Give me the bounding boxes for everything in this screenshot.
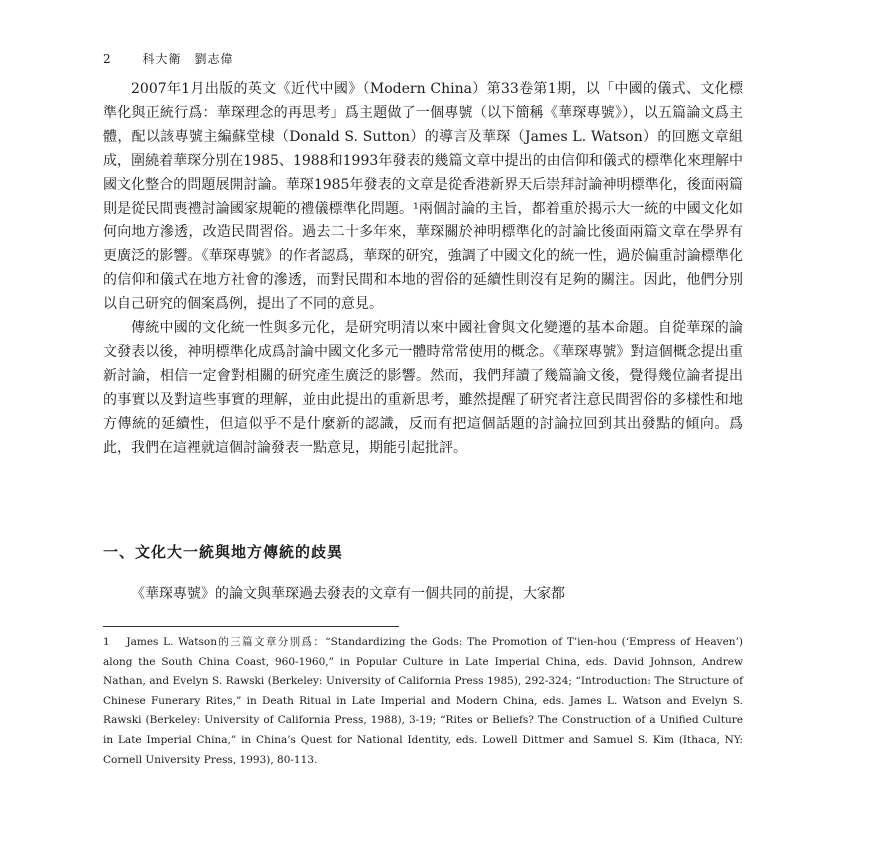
paragraph-2: 傳統中國的文化統一性與多元化，是研究明清以來中國社會與文化變遷的基本命題。自從華琛的論文發表以後，神明標準化成爲討論中國文化多元一體時常常使用的概念。《華琛專號》對這個概念提出重新討論，相信一定會對相關的研究產生廣泛的影響。然而，我們拜讀了幾篇論文後，覺得幾位論者提出的事實以及對這些事實的理解，並由此提出的重新思考，雖然提醒了研究者注意民間習俗的多樣性和地方傳統的延續性，但這似乎不是什麼新的認識，反而有把這個話題的討論拉回到其出發點的傾向。爲此，我們在這裡就這個討論發表一點意見，期能引起批評。: [103, 320, 743, 456]
footnote-text: James L. Watson的三篇文章分別爲：“Standardizing the Gods: The Promotion of T’ien-hou (‘Empress of Heaven’) along the South China Coast, 960-1960,” in Popular Culture in Late Imperial China, eds. David Johnson, Andrew Nathan, and Evelyn S. Rawski (Berkeley: University of California Press 1985), 292-324; “Introduction: The Structure of Chinese Funerary Rites,” in Death Ritual in Late Imperial and Modern China, eds. James L. Watson and Evelyn S. Rawski (Berkeley: University of California Press, 1988), 3-19; “Rites or Beliefs? The Construction of a Unified Culture in Late Imperial China,” in China’s Quest for National Identity, eds. Lowell Dittmer and Samuel S. Kim (Ithaca, NY: Cornell University Press, 1993), 80-113.: [103, 636, 744, 766]
page-header: [103, 50, 233, 67]
body-text: [103, 78, 743, 461]
footnote: [103, 633, 743, 770]
footnote-divider: [103, 626, 399, 627]
paragraph-1: 2007年1月出版的英文《近代中國》（Modern China）第33卷第1期，以「中國的儀式、文化標準化與正統行爲：華琛理念的再思考」爲主題做了一個專號（以下簡稱《華琛專號》），以五篇論文爲主體，配以該專號主編蘇堂棣（Donald S. Sutton）的導言及華琛（James L. Watson）的回應文章組成，圍繞着華琛分別在1985、1988和1993年發表的幾篇文章中提出的由信仰和儀式的標準化來理解中國文化整合的問題展開討論。華琛1985年發表的文章是從香港新界天后崇拜討論神明標準化，後面兩篇則是從民間喪禮討論國家規範的禮儀標準化問題。¹兩個討論的主旨，都着重於揭示大一統的中國文化如何向地方滲透，改造民間習俗。過去二十多年來，華琛關於神明標準化的討論比後面兩篇文章在學界有更廣泛的影響。《華琛專號》的作者認爲，華琛的研究，強調了中國文化的統一性，過於偏重討論標準化的信仰和儀式在地方社會的滲透，而對民間和本地的習俗的延續性則沒有足夠的關注。因此，他們分別以自己研究的個案爲例，提出了不同的意見。: [103, 81, 743, 313]
page-number: 2: [103, 52, 112, 66]
paragraph-3: 《華琛專號》的論文與華琛過去發表的文章有一個共同的前提，大家都: [131, 586, 565, 602]
section-heading: 一、文化大一統與地方傳統的歧異: [103, 543, 344, 561]
running-authors: 科大衛 劉志偉: [142, 52, 234, 66]
footnote-number: 1: [103, 636, 110, 648]
